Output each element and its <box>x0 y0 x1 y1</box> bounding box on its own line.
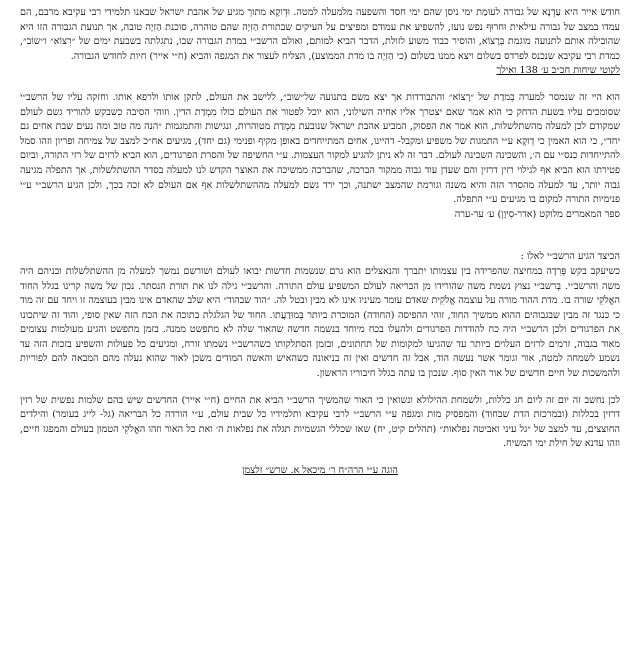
spacer <box>20 382 620 394</box>
editor-signature: הוגה ע״י הרה״ח ר׳ מיכאל א. שרש״ זלצמן <box>242 465 398 477</box>
paragraph-iyar-gevurah: חודש אייר היא עַדְנָא של גבורה לעוּמַת ימי ניסן שהם ימי חסד והשפעה מלמעלה למטה. וּדְוקָא מתוך מגיע של אהבת ישראל שבאנו תלמידי רבי עקיבא מרבם, הם עמדו במצב של גבורה עילאית וּחרוּף נפש נועז, להשפיע את עמודם ומפיצים על העיקים שבתורת הַזִיָה שהם טוהרה, סוכנת הַזִיָה טובה, אך תנועת הגבורה הזו היא שהובילה אותם לתנועה מוגמת בְּרָצוֹא, והוסיר כבוד משוע לזולת, הדבר הביא למותם, ואולם הרשב״י במדת הגבורה שבו, נתגלתה בשבעת ימים של ״רִצוֹא״ ו״שוֹב״, כמדת רבי עקיבא שנכנס לפרדס בשלום ויצא ממנו בשלום (כי הַזִיָה בו מדת הממוצע), הצליח לעצור את המגפה והביא (ח״י אייר) חיות לחודש הגבורה. <box>20 7 620 62</box>
paragraph-lag-baomer: לכן נחשב זה יום זה ליום חג כללות, ולשמחת ההילולא ונשואין כי האור שהמשיך הרשב״י הביא את החיים (ח״י אייר) החדשים שיש בהם שלמות נפשית של רזין דרזין בכללות (ובמרכזת הדת שבחוד) והמפסיק מות ומגפה ע״י הרשב״י לרבי עקיבא ותלמידיו כל שבית עולם, ע״י הורדה כל הבריאה (גל- לייג בעומר) והילדים החוצצים, עד למצב של ״גל עיני ואביטה נפלאות״ (תהלים קיט, יח) שאז שכללי הגשמיות תגלה את נפלאות ה׳ ואת כל האור וזהו האֱלֹקִי הטמון בעולם והמפגז חיים, וזהו עדנא של חילת ימי המשיח. <box>20 394 620 450</box>
document-page <box>20 6 620 479</box>
source-citation-2: ספר המאמרים מלוקט (אדר-סִיוָן) ע׳ ער-ערה <box>454 208 620 220</box>
source-citation-1: לקוטי שיחות חכ״ב ע׳ 138 ואילך <box>496 65 620 77</box>
paragraph-rashbi-cave: הוא היי זה שנמסר למערה בְּמדַת של ״רָצוֹא״ והתבודדות אך יצא משם בתנועה של״שוב״, ללישב את העולם, לתקן אותו ולרפא אותו. וחזקה עליו של הרשב״י שסומכים עליו בשעת הדחק כי הוא אמר שאם יצטרך אליו אחיה השילוני, הוא יוכל לפטור את העולם כולו מִמְדַת הדין. וזוהי הסיבה כשבקש להוריד גשם לעולם שמקודם לכן למעלה מהשתלשלות, הוא אמר את הפסוק, המביע אהבת ישראל שנובעת מִמְדַת מטוהרות, ונגישות והתמגמות ״הנה מה טוב ומה נעים שבת אחים גם יחד״, כי הוא האמין כי דְוקָא ע״י התמגות של משפיע ומקבל- דהיינו, אחים המתייחדים באופן מקיף ופנימי (גם יחד), מגיעים אח״כ למצב של צמיחה ופריון וזהו סמל להתייחדות כנס״י עם ה׳, והשכינה השכינה לעולם. דבר זה לא ניתן להגיע למקור העצמות. ע״י החשיפה של והסרת הפרגודים, הוא הביא לרזים של רזי התורה, וביום פטירתו הוא הביא אף לגילוי רזין דרזין והם שעדן עוד גבוה ממקור הברכה, שהברכה ממשיכה את האוצר הקדש לנו למעלה בסדר ההשתלשלות, אך התפלה מגיעה גבוה יותר, עד למעלה מהסדר הזה והיא משנה וגורמת שהמצב ישתנה, וכך ירד גשם למעלה מההשתלשלות אף אם העולם לא זכה בכך, ולכן הגיע הרשב״י ע״י פנימיות התורה למקום בו מגיעים ע״י התפלה. <box>20 91 620 206</box>
spacer <box>20 79 620 91</box>
spacer <box>20 452 620 464</box>
section-heading: הכיצד הגיע הרשב״י לאלו : <box>520 251 620 263</box>
spacer <box>20 222 620 250</box>
paragraph-rashbi-soul: כשיעקב בקש פְּרִדָה במחיצה שהפרידה בין עצמותו יתברך והנאצלים הוא גרם שנשמות חדשות יבואו לעולם ושורשם נמשך למעלה מן ההשתלשלות ובניהם היה משה והרשב״י. בְּרשב״י נצוץ נשמת משה שהורידו מן הבריאה לעולם המשפיע עולם התורה. והרשב״י גילה לנו את תורת הנסתר. נכון של משה קרינו בגלל החוד האֱלֹקִי שורה בו. מדת ההוד מורה על עוצמה אֱלֹקִית שאדם עומד מעיניו אינו לא מבין ובטל לה. ״הוד שבהוד״ היא שלב שהאדם אינו מבין בעוצמה זו ויחד עם זה מוד כי כנגד זה מבין שבגבוהים ההוא ממשיך החוד, זוהי ההפיסה (החודה) המוכרת ביותר בְּמוּדַעֲתו. החוד של הגלגלת בתוכה את הכח הזה שאין סופי, והוד זה שיתכונו את הפרגודים ולכן הרשב״י היה כח להודדות הפרגודים ולהעלו בכח מיוחד בנשמה חדשה שהאור שלה לא מתפשט ממנה. בזמן מתפשט והגיע מעולמות עצומים מאוד בגבוה, זרמים לרזים העלוים ביותר עד שהגיעו למקומות של תחתונים, ובזמן הסתלקותו כשהרשב״י נשמתו זורח, ומגיעים כל פעולות והשפיע בזכות הזה עד נשמע לשמחה למטה, אור וגומר אשר נעשה הוד, אבל זה חדשים ואין זה בניאונה כשהאיש והאשה המודים משכן לאור שהוא נעלה מהם המבאה להם לפוריות ולהמשכות של חיים חדשים של אור האין סוף. שנכון בו עתה בגלל חיבוריו הראשון. <box>20 265 620 380</box>
